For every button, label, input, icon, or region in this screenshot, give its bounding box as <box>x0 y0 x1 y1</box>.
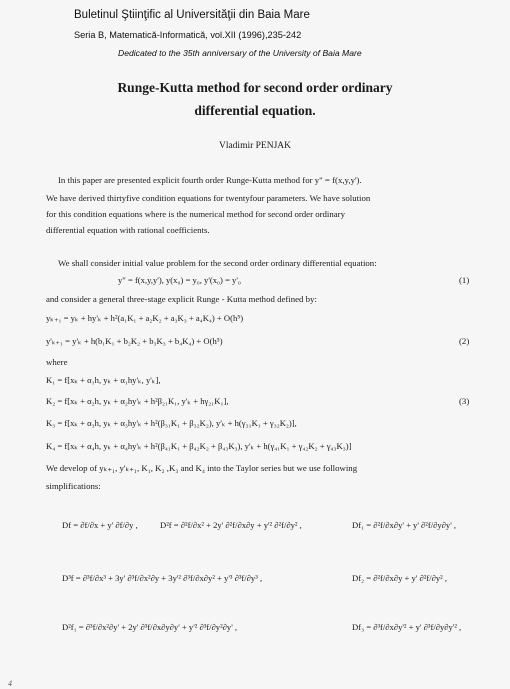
formula-d2f1: D²f₁ = ∂³f/∂x²∂y' + 2y' ∂³f/∂x∂y∂y' + y'² ∂³f/∂y²∂y' , <box>62 622 238 632</box>
initial-value-problem: y" = f(x,y,y'), y(x₀) = y₀, y'(x₀) = y'₀ <box>118 275 241 285</box>
method-equation-y: yₖ₊₁ = yₖ + hy'ₖ + h²(a₁K₁ + a₂K₂ + a₃K₃ + a₄K₄) + O(h⁵) <box>46 313 244 323</box>
stage-k3: K₃ = f[xₖ + α₃h, yₖ + α₃hy'ₖ + h²(β₃₁K₁ + β₃₂K₂), y'ₖ + h(γ₃₁K₁ + γ₃₂K₂)], <box>46 418 297 428</box>
equation-number: (3) <box>459 396 470 406</box>
paper-title-line1: Runge-Kutta method for second order ordinary <box>117 80 393 95</box>
paragraph-text: We have derived thirtyfive condition equations for twentyfour parameters. We have solution <box>46 193 371 203</box>
journal-series: Seria B, Matematică-Informatică, vol.XII (1996),235-242 <box>74 30 302 40</box>
paragraph-text: We develop of yₖ₊₁, y'ₖ₊₁, K₁, K₂ ,K₃ and K₄ into the Taylor series but we use following <box>46 463 358 473</box>
stage-k2: K₂ = f[xₖ + α₂h, yₖ + α₂hy'ₖ + h²β₂₁K₁, y'ₖ + hγ₂₁K₁], <box>46 396 229 406</box>
formula-df1: Df₁ = ∂²f/∂x∂y' + y' ∂²f/∂y∂y' , <box>352 520 457 530</box>
paragraph-text: and consider a general three-stage explicit Runge - Kutta method defined by: <box>46 294 317 304</box>
paragraph-text: simplifications: <box>46 481 101 491</box>
equation-number: (2) <box>459 336 470 346</box>
paragraph-text: differential equation with rational coefficients. <box>46 225 210 235</box>
dedication: Dedicated to the 35th anniversary of the University of Baia Mare <box>118 48 362 58</box>
paragraph-text: for this condition equations where is the numerical method for second order ordinary <box>46 209 346 219</box>
journal-name: Buletinul Ştiinţific al Universităţii din Baia Mare <box>74 9 310 21</box>
formula-df2: Df₂ = ∂²f/∂x∂y + y' ∂²f/∂y² , <box>352 573 447 583</box>
formula-df3: Df₃ = ∂³f/∂x∂y'² + y' ∂³f/∂y∂y'² , <box>352 622 462 632</box>
page-number: 4 <box>8 679 12 688</box>
stage-k1: K₁ = f[xₖ + α₁h, yₖ + α₁hy'ₖ, y'ₖ], <box>46 375 161 385</box>
paragraph-text: We shall consider initial value problem for the second order ordinary differential equation: <box>58 258 377 268</box>
where-label: where <box>46 357 68 367</box>
paper-title-line2: differential equation. <box>194 103 316 118</box>
stage-k4: K₄ = f[xₖ + α₄h, yₖ + α₄hy'ₖ + h²(β₄₁K₁ + β₄₂K₂ + β₄₃K₃), y'ₖ + h(γ₄₁K₁ + γ₄₂K₂ + γ₄₃K₃)] <box>46 441 352 451</box>
method-equation-yprime: y'ₖ₊₁ = y'ₖ + h(b₁K₁ + b₂K₂ + b₃K₃ + b₄K₄) + O(h⁵) <box>46 336 223 346</box>
formula-df: Df = ∂f/∂x + y' ∂f/∂y , <box>62 520 138 530</box>
paragraph-intro: In this paper are presented explicit fourth order Runge-Kutta method for y" = f(x,y,y'). <box>58 175 362 185</box>
equation-number: (1) <box>459 275 470 285</box>
formula-d2f: D²f = ∂²f/∂x² + 2y' ∂²f/∂x∂y + y'² ∂²f/∂y² , <box>160 520 302 530</box>
formula-d3f: D³f = ∂³f/∂x³ + 3y' ∂³f/∂x²∂y + 3y'² ∂³f/∂x∂y² + y'³ ∂³f/∂y³ , <box>62 573 263 583</box>
author: Vladimir PENJAK <box>218 141 292 151</box>
